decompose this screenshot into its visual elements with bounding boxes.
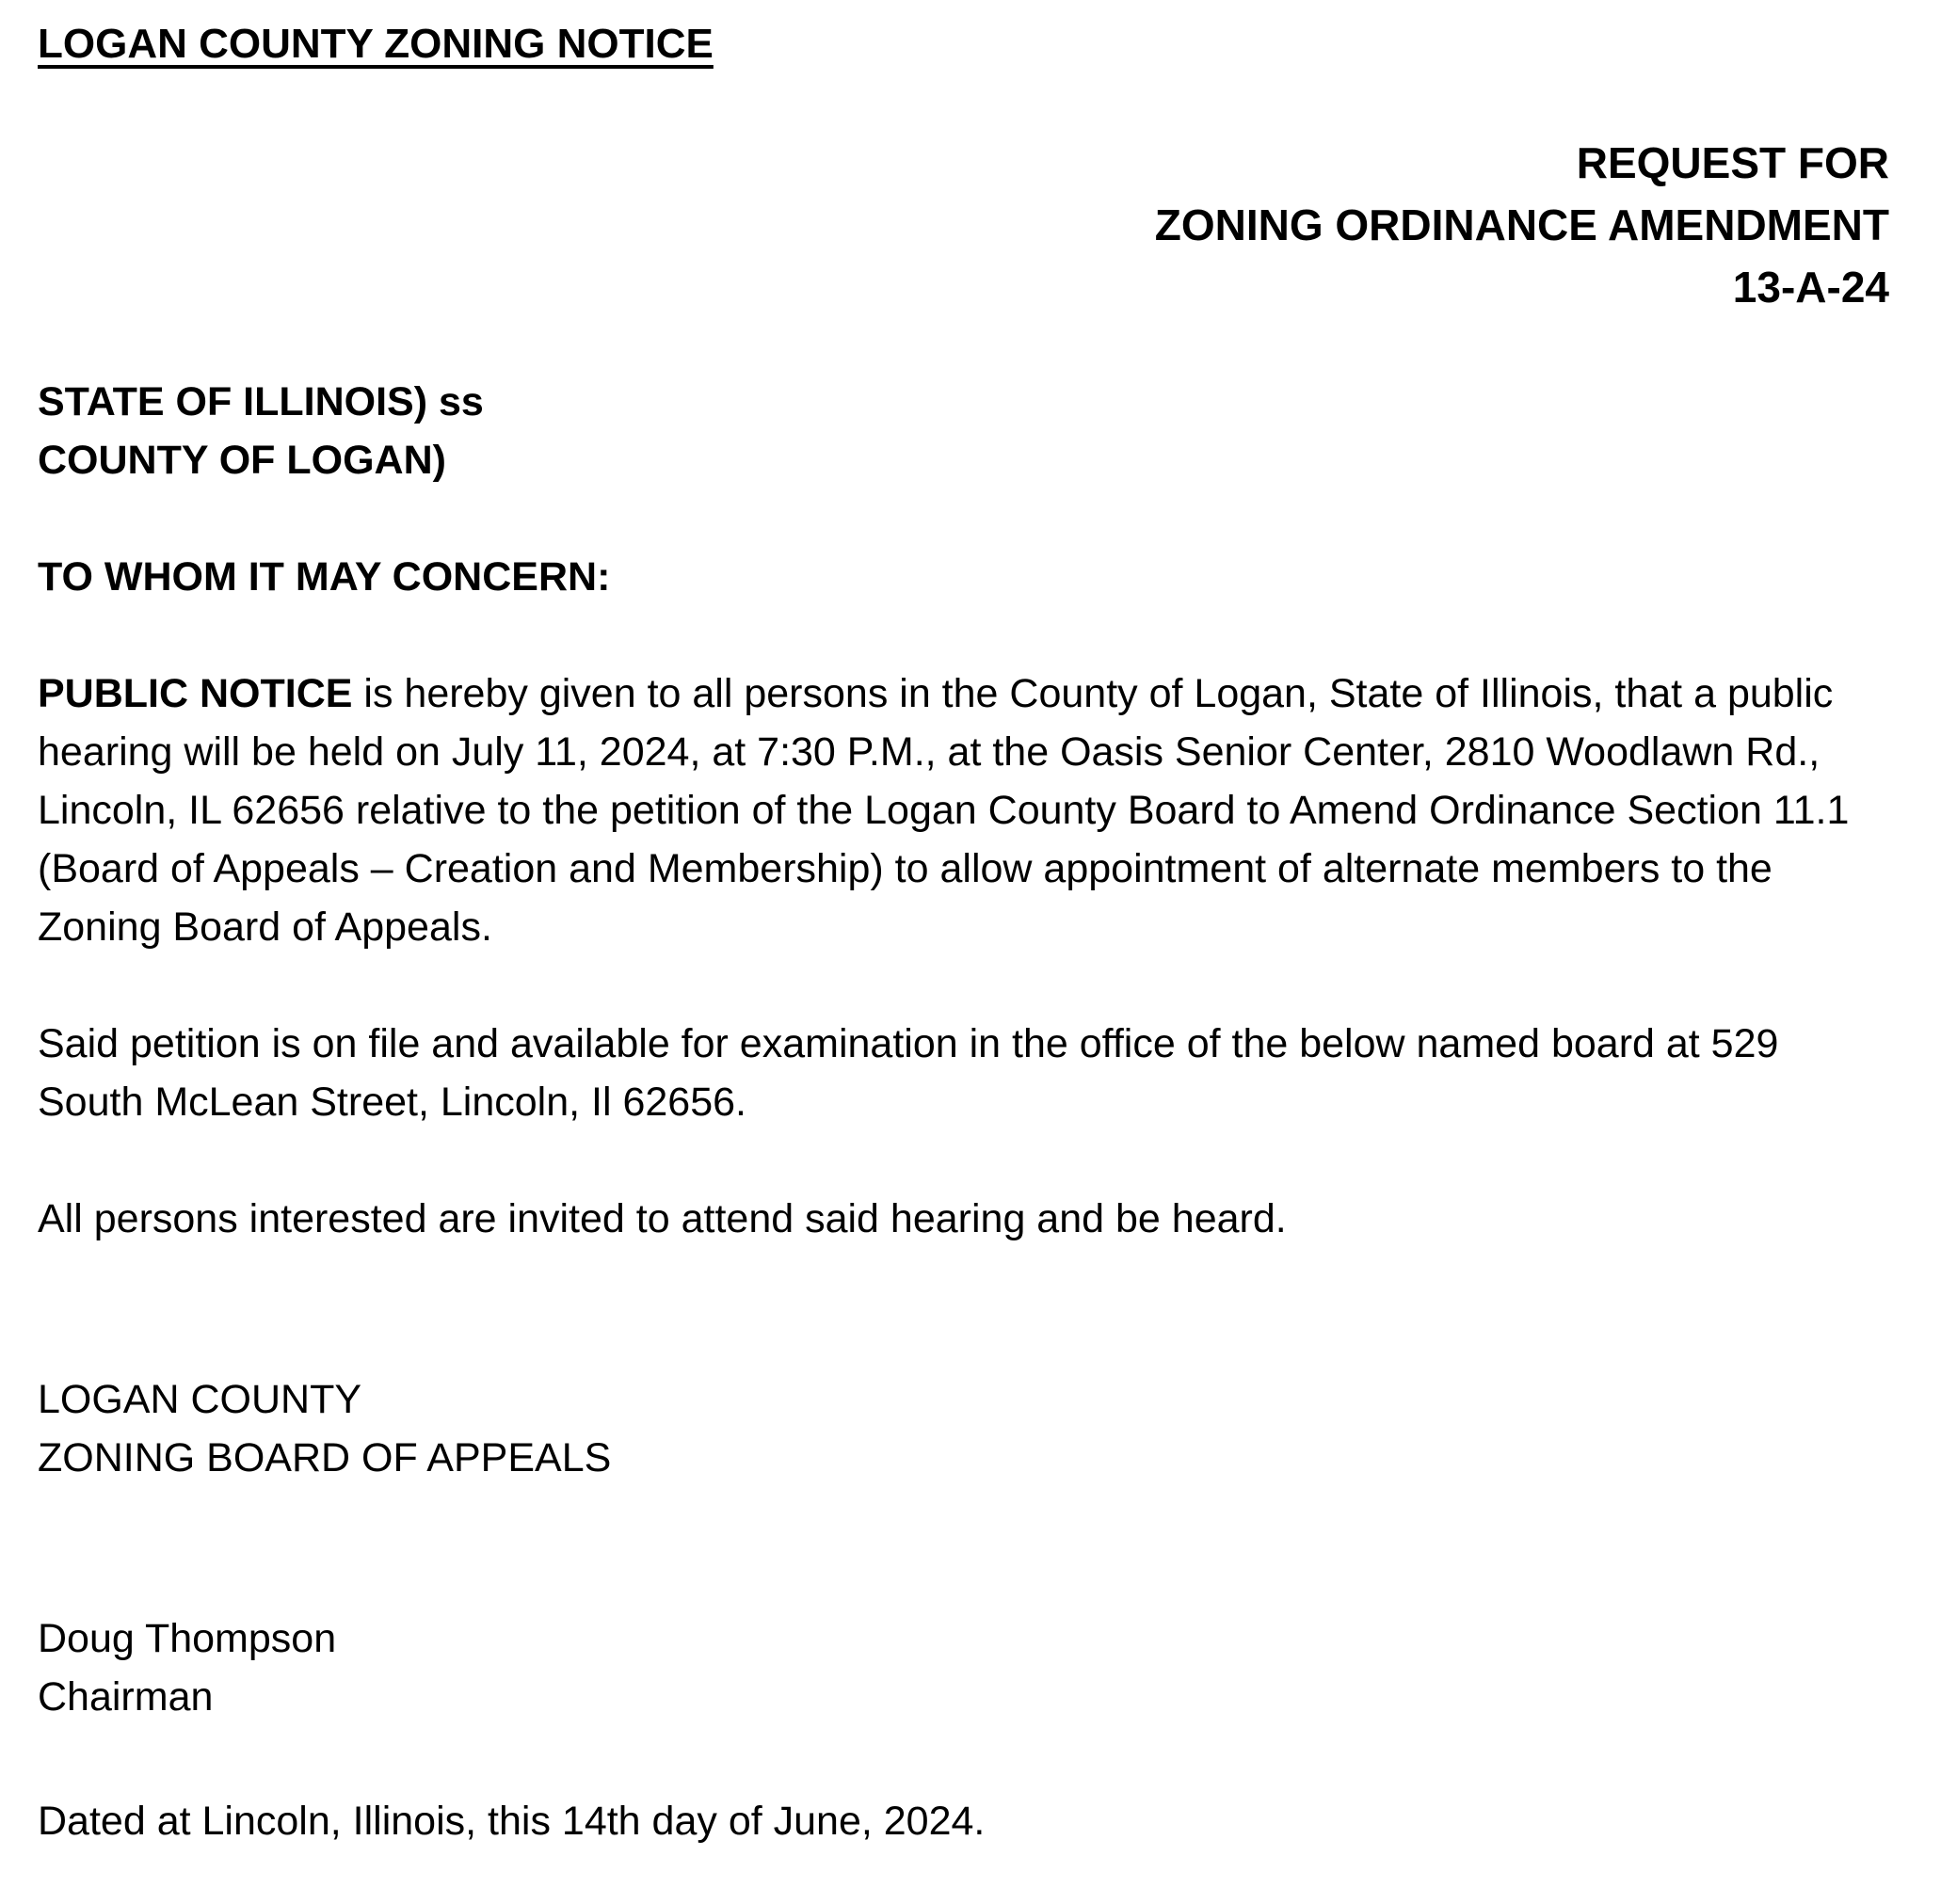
public-notice-paragraph	[38, 664, 1889, 956]
organization-line-2: ZONING BOARD OF APPEALS	[38, 1435, 612, 1480]
signature-name: Doug Thompson	[38, 1616, 337, 1661]
public-notice-body: is hereby given to all persons in the County of Logan, State of Illinois, that a public hearing will be held on July 11, 2024, at 7:30 P.M., at the Oasis Senior Center, 2810 Woodlawn Rd., Lincoln, IL 62656 relative to the petition of the Logan County Board to Amend Ordinance Section 11.1 (Board of Appeals – Creation and Membership) to allow appointment of alternate members to the Zoning Board of Appeals.	[38, 671, 1850, 950]
state-county-block	[38, 373, 1889, 489]
salutation-line: TO WHOM IT MAY CONCERN:	[38, 554, 611, 600]
public-notice-lead: PUBLIC NOTICE	[38, 671, 353, 716]
request-header-line-2: ZONING ORDINANCE AMENDMENT	[1154, 200, 1889, 249]
petition-paragraph: Said petition is on file and available for examination in the office of the below named board at 529 South McLean Street, Lincoln, Il 62656.	[38, 1021, 1779, 1125]
request-header-line-1: REQUEST FOR	[1576, 138, 1889, 187]
signature-title: Chairman	[38, 1674, 214, 1720]
invitation-paragraph: All persons interested are invited to attend said hearing and be heard.	[38, 1196, 1287, 1241]
state-line: STATE OF ILLINOIS) ss	[38, 379, 484, 424]
document-title: LOGAN COUNTY ZONING NOTICE	[38, 21, 714, 67]
organization-line-1: LOGAN COUNTY	[38, 1377, 362, 1422]
county-line: COUNTY OF LOGAN)	[38, 438, 446, 483]
organization-block	[38, 1370, 1889, 1487]
signature-block	[38, 1609, 1889, 1726]
request-header-block	[38, 132, 1889, 318]
dated-line: Dated at Lincoln, Illinois, this 14th day of June, 2024.	[38, 1799, 986, 1844]
case-number: 13-A-24	[1732, 263, 1889, 312]
